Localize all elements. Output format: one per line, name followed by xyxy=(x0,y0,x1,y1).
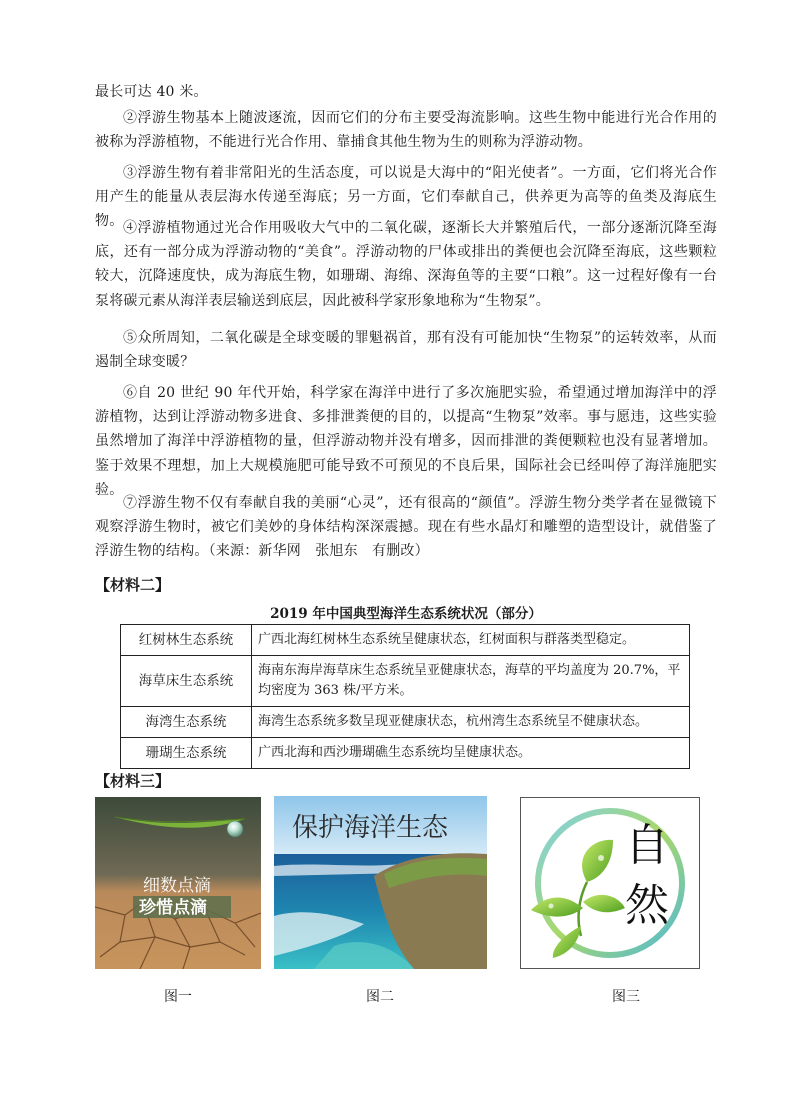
table-cell-desc: 广西北海红树林生态系统呈健康状态，红树面积与群落类型稳定。 xyxy=(252,625,690,656)
paragraph-3: ③浮游生物有着非常阳光的生活态度，可以说是大海中的“阳光使者”。一方面，它们将光合作用产生的能量从表层海水传递至海底；另一方面，它们奉献自己，供养更为高等的鱼类及海底生物。 xyxy=(95,165,717,230)
table-row xyxy=(121,707,690,738)
table-row xyxy=(121,738,690,769)
table-cell-desc: 海南东海岸海草床生态系统呈亚健康状态，海草的平均盖度为 20.7%，平均密度为 363 株/平方米。 xyxy=(252,656,690,707)
table-cell-name: 海湾生态系统 xyxy=(121,707,252,738)
paragraph-5: ⑤众所周知，二氧化碳是全球变暖的罪魁祸首，那有没有可能加快“生物泵”的运转效率，从而遏制全球变暖？ xyxy=(95,330,717,371)
material2-heading: 【材料二】 xyxy=(95,576,171,594)
figure2-title-text: 保护海洋生态 xyxy=(292,813,449,843)
paragraph-4: ④浮游植物通过光合作用吸收大气中的二氧化碳，逐渐长大并繁殖后代，一部分逐渐沉降至海底，还有一部分成为浮游动物的“美食”。浮游动物的尸体或排出的粪便也会沉降至海底，这些颗粒较大，沉降速度快，成为海底生物，如珊瑚、海绵、深海鱼等的主要“口粮”。这一过程好像有一台泵将碳元素从海洋表层输送到底层，因此被科学家形象地称为“生物泵”。 xyxy=(95,220,717,309)
ecosystem-table xyxy=(120,624,690,769)
table-cell-name: 珊瑚生态系统 xyxy=(121,738,252,769)
table-title: 2019 年中国典型海洋生态系统状况（部分） xyxy=(270,606,542,622)
table-cell-desc: 海湾生态系统多数呈现亚健康状态，杭州湾生态系统呈不健康状态。 xyxy=(252,707,690,738)
paragraph-1: 最长可达 40 米。 xyxy=(95,84,208,100)
figure3-char1: 自 xyxy=(625,820,669,871)
figure1-text-line2: 珍惜点滴 xyxy=(139,898,207,918)
figure1-graphic xyxy=(95,797,261,969)
paragraph-7: ⑦浮游生物不仅有奉献自我的美丽“心灵”，还有很高的“颜值”。浮游生物分类学者在显微镜下观察浮游生物时，被它们美妙的身体结构深深震撼。现在有些水晶灯和雕塑的造型设计，就借鉴了浮游生物的结构。（来源：新华网 张旭东 有删改） xyxy=(95,495,717,560)
material3-heading: 【材料三】 xyxy=(95,772,171,790)
paragraph-2: ②浮游生物基本上随波逐流，因而它们的分布主要受海流影响。这些生物中能进行光合作用的被称为浮游植物，不能进行光合作用、靠捕食其他生物为生的则称为浮游动物。 xyxy=(95,110,717,151)
table-cell-name: 海草床生态系统 xyxy=(121,656,252,707)
table-row xyxy=(121,625,690,656)
figure3-graphic xyxy=(521,798,699,968)
figure1-image xyxy=(95,797,261,969)
paragraph-6: ⑥自 20 世纪 90 年代开始，科学家在海洋中进行了多次施肥实验，希望通过增加海洋中的浮游植物，达到让浮游动物多进食、多排泄粪便的目的，以提高“生物泵”效率。事与愿违，这些实验虽然增加了海洋中浮游植物的量，但浮游动物并没有增多，因而排泄的粪便颗粒也没有显著增加。鉴于效果不理想，加上大规模施肥可能导致不可预见的不良后果，国际社会已经叫停了海洋施肥实验。 xyxy=(95,385,717,498)
figure3-image xyxy=(520,797,700,969)
figure1-caption: 图一 xyxy=(164,989,192,1005)
table-cell-name: 红树林生态系统 xyxy=(121,625,252,656)
figure2-graphic xyxy=(274,796,487,969)
figure2-caption: 图二 xyxy=(366,989,394,1005)
figure3-caption: 图三 xyxy=(612,989,640,1005)
figure2-image xyxy=(274,796,487,969)
table-row xyxy=(121,656,690,707)
figure1-text-line1: 细数点滴 xyxy=(143,876,211,896)
figure3-char2: 然 xyxy=(625,880,669,931)
table-cell-desc: 广西北海和西沙珊瑚礁生态系统均呈健康状态。 xyxy=(252,738,690,769)
